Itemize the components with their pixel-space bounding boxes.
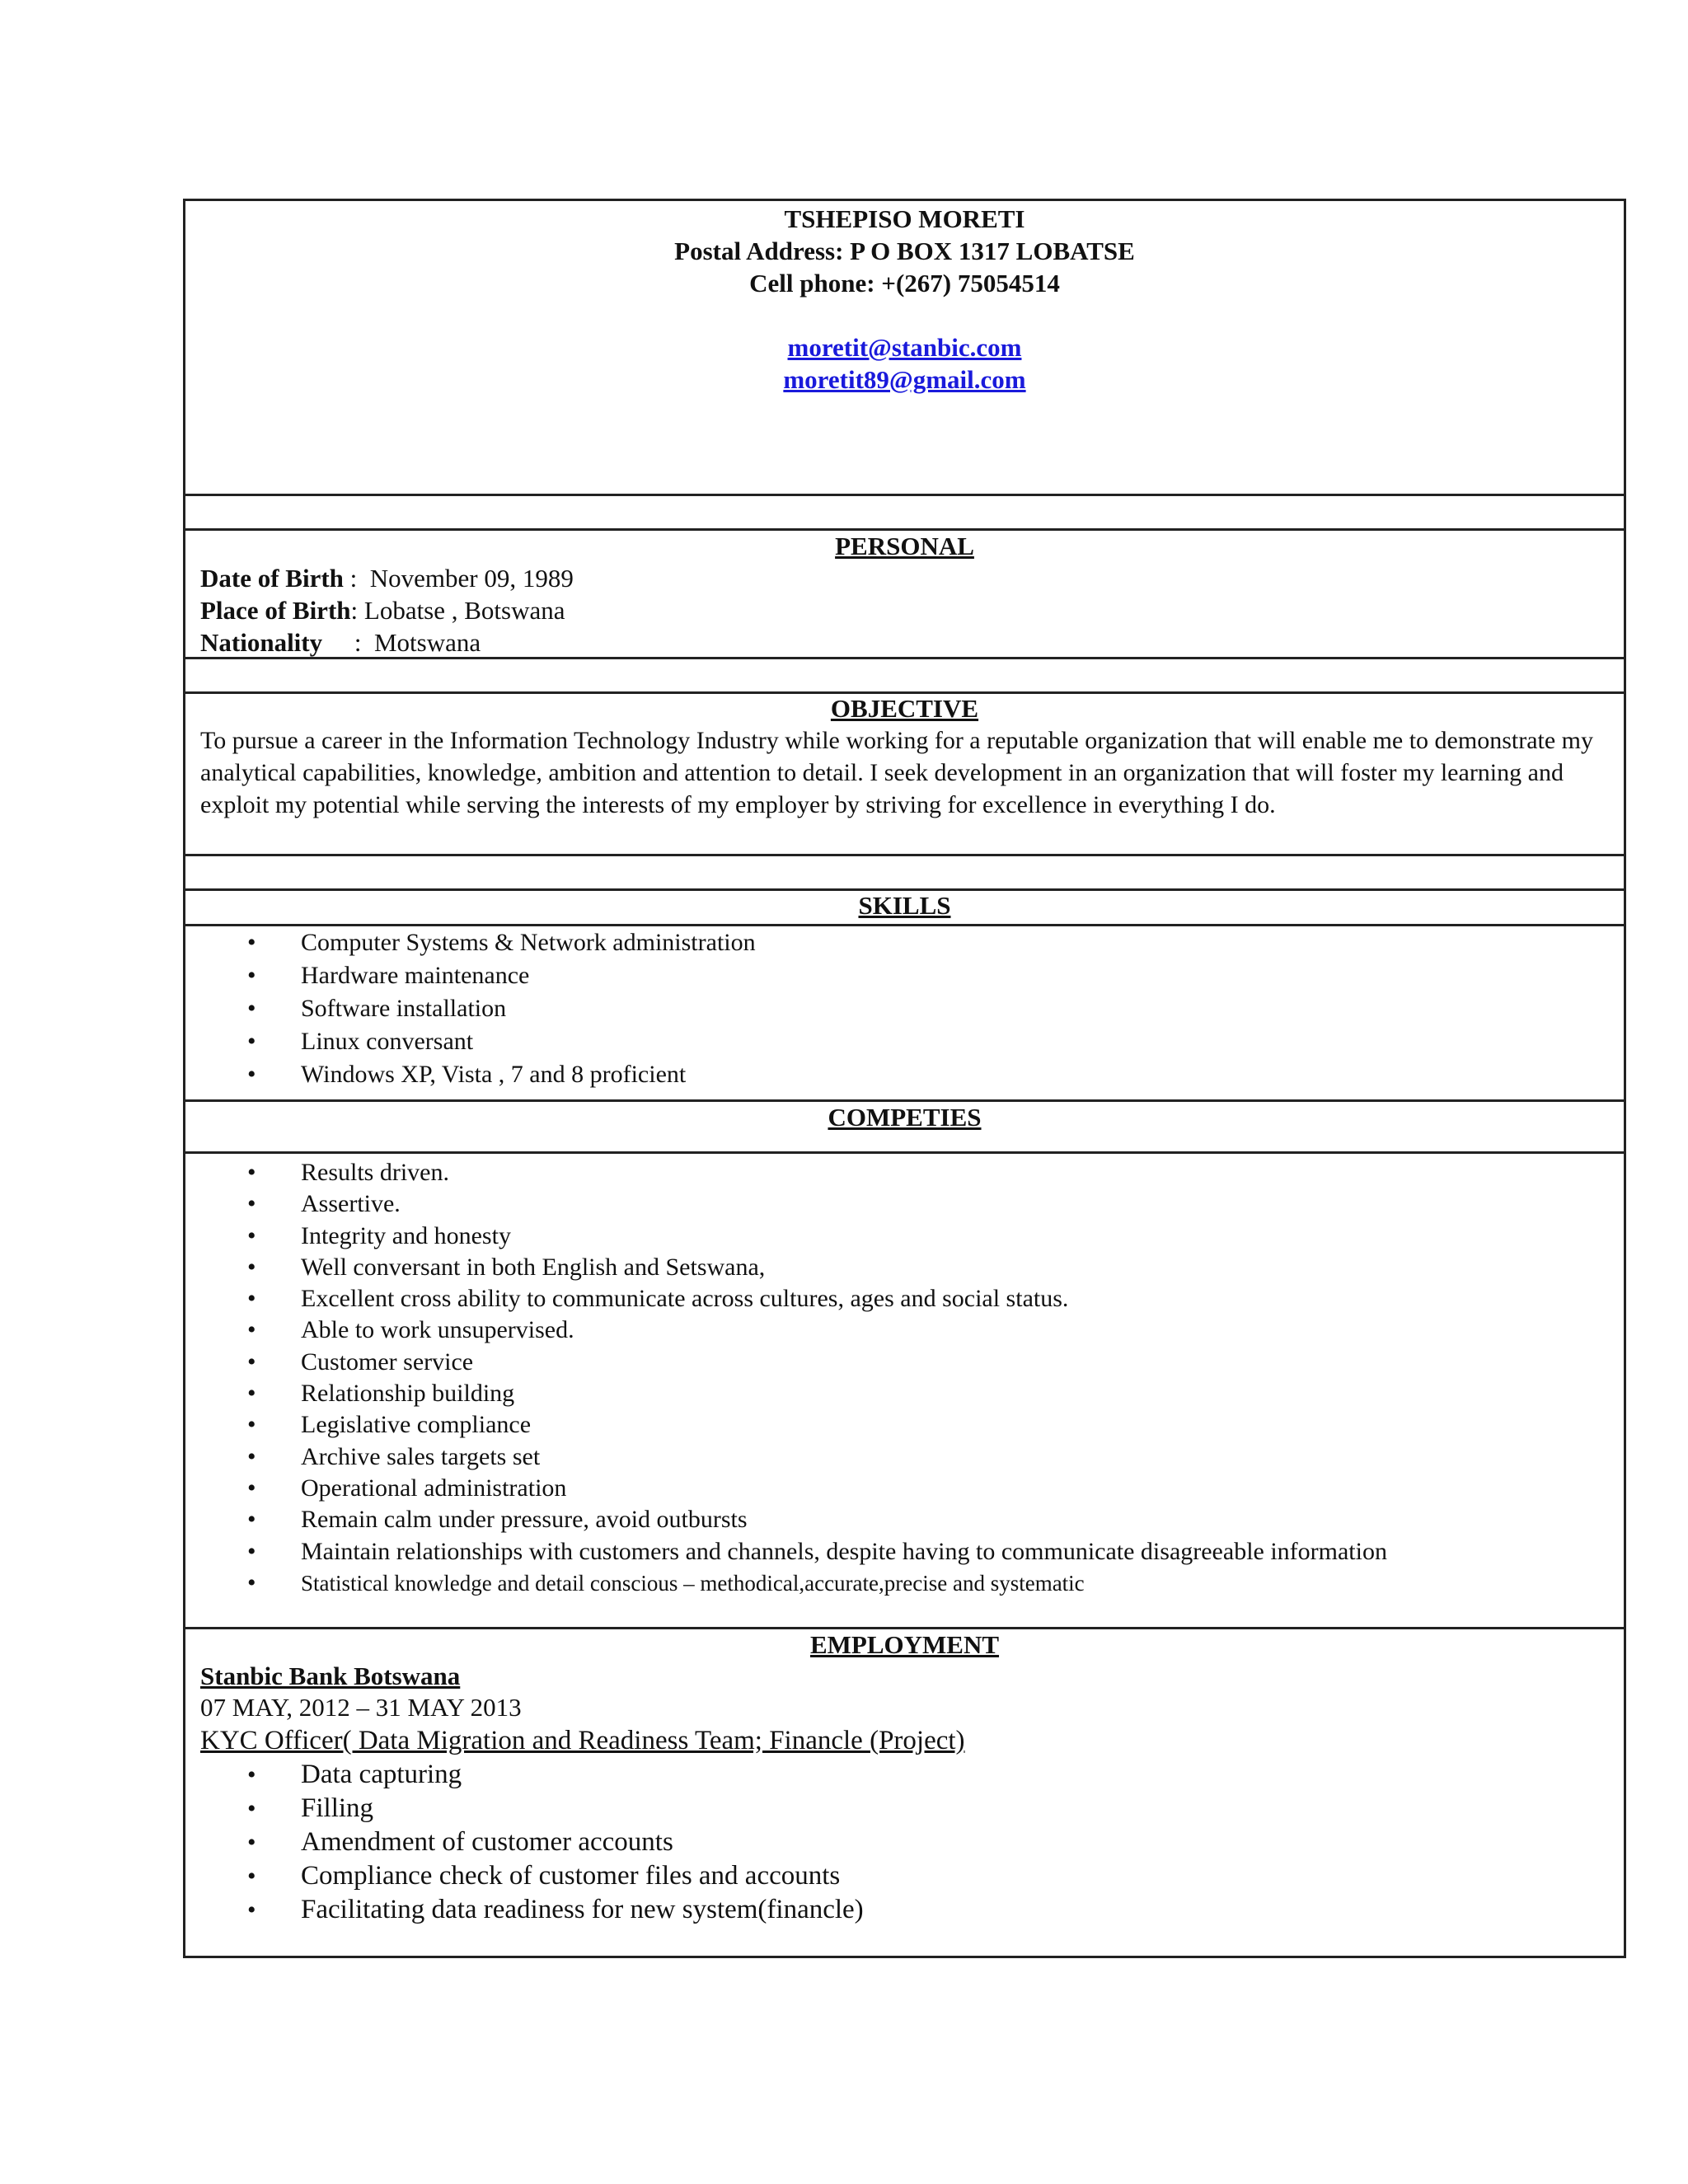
email-link-personal[interactable]: moretit89@gmail.com <box>783 365 1026 394</box>
list-item: • Well conversant in both English and Setswana, <box>185 1252 1624 1283</box>
resume-table <box>183 199 1626 1958</box>
list-item: • Filling <box>185 1792 1624 1825</box>
list-item: • Remain calm under pressure, avoid outbursts <box>185 1504 1624 1535</box>
divider <box>185 854 1624 856</box>
candidate-name: TSHEPISO MORETI <box>784 204 1025 233</box>
section-title-objective: OBJECTIVE <box>830 694 979 723</box>
list-item: • Integrity and honesty <box>185 1221 1624 1252</box>
dob-label: Date of Birth <box>200 564 344 593</box>
email-link-work[interactable]: moretit@stanbic.com <box>787 333 1022 362</box>
list-item: • Excellent cross ability to communicate across cultures, ages and social status. <box>185 1283 1624 1315</box>
pob-value: : Lobatse , Botswana <box>350 596 565 625</box>
list-item: • Able to work unsupervised. <box>185 1315 1624 1346</box>
competies-list <box>185 1157 1624 1599</box>
list-item: • Maintain relationships with customers and channels, despite having to communicate disagreeable information <box>185 1536 1624 1568</box>
date-of-birth <box>185 562 1624 594</box>
list-item: • Hardware maintenance <box>185 959 1624 992</box>
pob-label: Place of Birth <box>200 596 351 625</box>
section-title-personal: PERSONAL <box>835 532 974 560</box>
divider <box>185 657 1624 659</box>
list-item: • Customer service <box>185 1347 1624 1378</box>
divider <box>185 494 1624 496</box>
nationality-value: : Motswana <box>322 628 481 657</box>
list-item: • Data capturing <box>185 1758 1624 1792</box>
nationality <box>185 626 1624 658</box>
skills-section <box>185 890 1624 921</box>
competies-section <box>185 1102 1624 1133</box>
skills-list <box>185 926 1624 1091</box>
list-item: • Results driven. <box>185 1157 1624 1188</box>
section-title-skills: SKILLS <box>858 891 951 920</box>
divider <box>185 1151 1624 1154</box>
employment-dates: 07 MAY, 2012 – 31 MAY 2013 <box>200 1693 522 1722</box>
list-item: • Archive sales targets set <box>185 1441 1624 1473</box>
list-item: • Relationship building <box>185 1378 1624 1409</box>
postal-address: Postal Address: P O BOX 1317 LOBATSE <box>674 237 1135 265</box>
section-title-employment: EMPLOYMENT <box>809 1630 1000 1659</box>
competies-list-wrap <box>185 1157 1624 1599</box>
list-item: • Linux conversant <box>185 1025 1624 1058</box>
list-item: • Compliance check of customer files and accounts <box>185 1859 1624 1893</box>
cell-phone: Cell phone: +(267) 75054514 <box>749 269 1060 298</box>
place-of-birth <box>185 594 1624 626</box>
list-item: • Amendment of customer accounts <box>185 1825 1624 1859</box>
list-item: • Facilitating data readiness for new system(financle) <box>185 1893 1624 1927</box>
list-item: • Windows XP, Vista , 7 and 8 proficient <box>185 1058 1624 1091</box>
employer-name: Stanbic Bank Botswana <box>200 1661 461 1690</box>
objective-text: To pursue a career in the Information Technology Industry while working for a reputable organization that will enable me to demonstrate my analytical capabilities, knowledge, ambition and attention to detail. I seek development in an organization that will foster my learning and exploit my potential while serving the interests of my employer by striving for excellence in everything I do. <box>200 727 1594 818</box>
dob-value: : November 09, 1989 <box>343 564 574 593</box>
list-item: • Software installation <box>185 992 1624 1025</box>
header-block <box>185 203 1624 396</box>
section-title-competies: COMPETIES <box>828 1103 982 1132</box>
list-item: • Statistical knowledge and detail conscious – methodical,accurate,precise and systematic <box>185 1568 1624 1599</box>
list-item: • Assertive. <box>185 1188 1624 1220</box>
list-item: • Computer Systems & Network administration <box>185 926 1624 959</box>
list-item: • Legislative compliance <box>185 1409 1624 1441</box>
employment-section <box>185 1629 1624 1927</box>
objective-section <box>185 693 1624 821</box>
duties-list <box>185 1758 1624 1927</box>
personal-section <box>185 531 1624 658</box>
job-title: KYC Officer( Data Migration and Readiness Team; Financle (Project) <box>200 1726 965 1755</box>
skills-list-wrap <box>185 926 1624 1091</box>
list-item: • Operational administration <box>185 1473 1624 1504</box>
nationality-label: Nationality <box>200 628 323 657</box>
